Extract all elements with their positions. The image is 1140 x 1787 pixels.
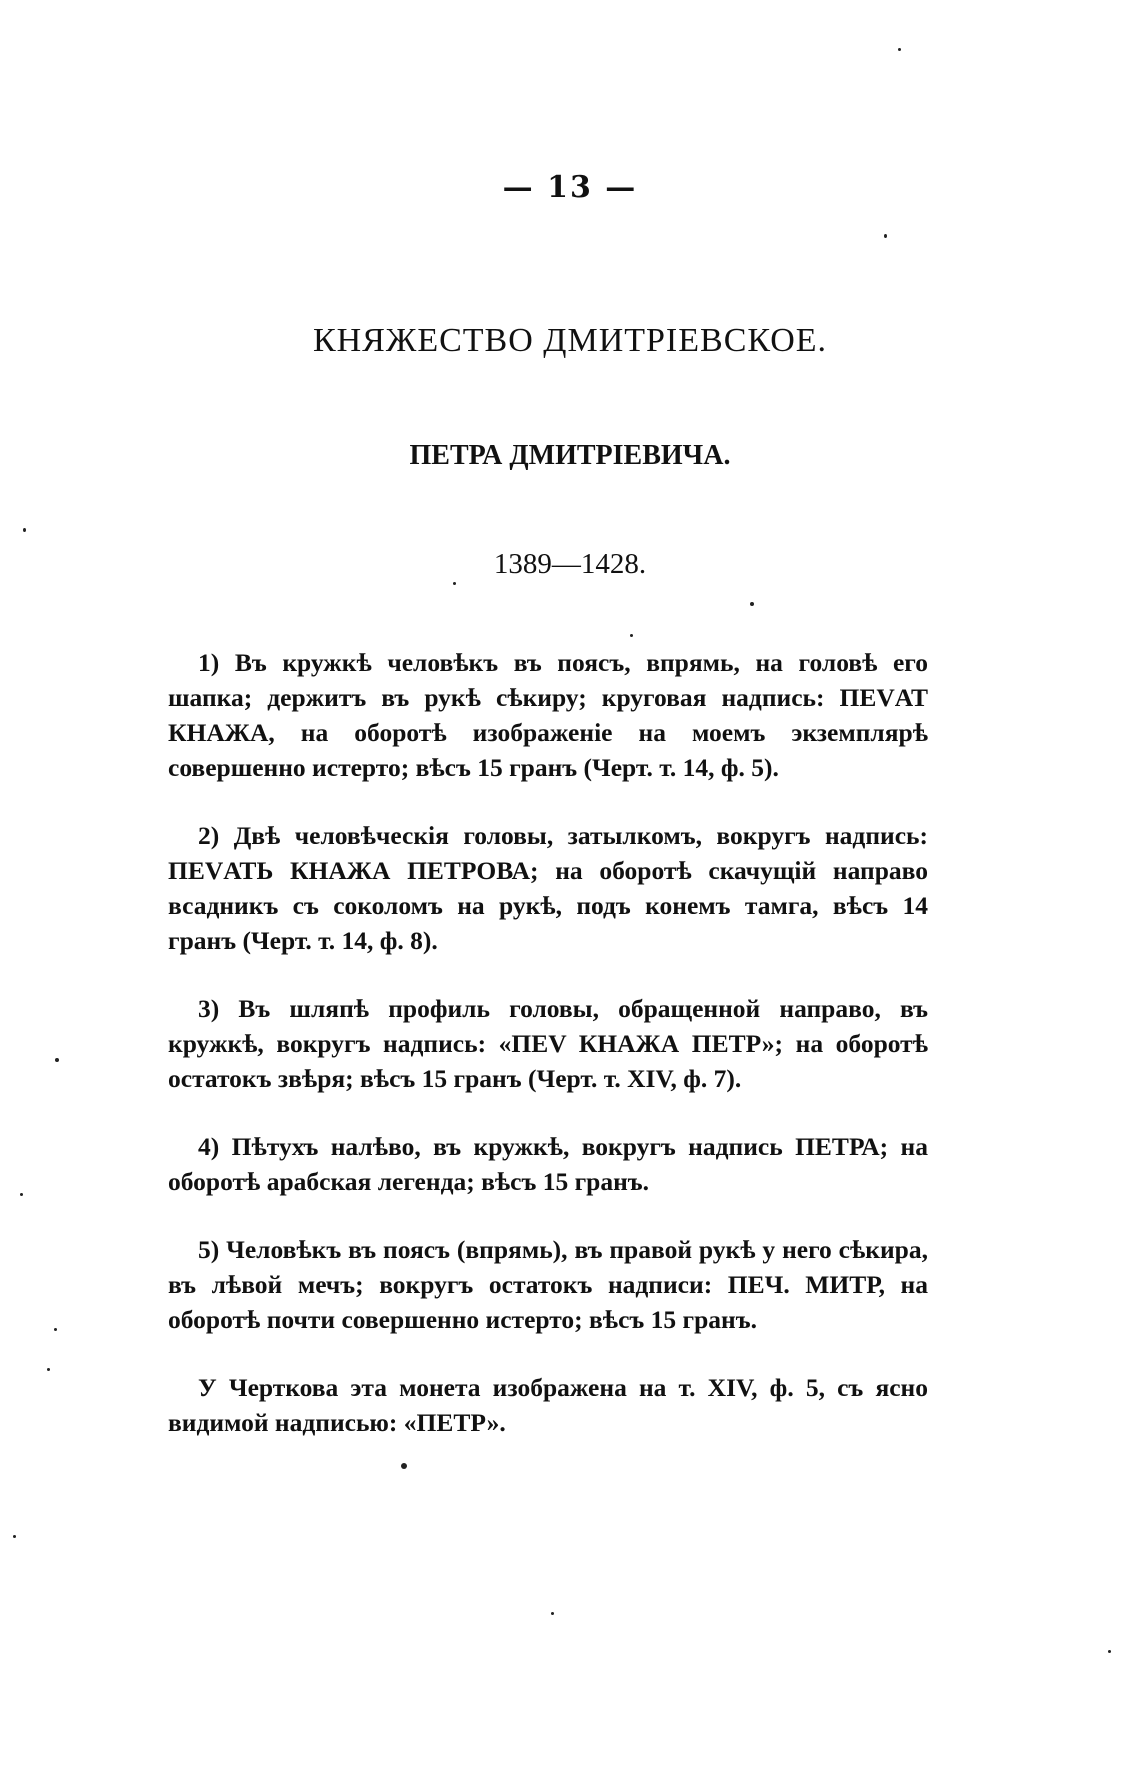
speck <box>898 48 901 51</box>
speck <box>20 1193 23 1196</box>
coin-entry-2: 2) Двѣ человѣческія головы, затылкомъ, вокругъ надпись: ПЕVАТЬ КНАЖА ПЕТРОВА; на оборотѣ скачущій направо всадникъ съ соколомъ на рукѣ, подъ конемъ тамга, вѣсъ 14 гранъ (Черт. т. 14, ф. 8). <box>168 821 928 955</box>
speck <box>1108 1650 1111 1653</box>
coin-entry-1: 1) Въ кружкѣ человѣкъ въ поясъ, впрямь, на головѣ его шапка; держитъ въ рукѣ сѣкиру; круговая надпись: ПЕVАТ КНАЖА, на оборотѣ изображеніе на моемъ экземплярѣ совершенно истерто; вѣсъ 15 гранъ (Черт. т. 14, ф. 5). <box>168 648 928 782</box>
speck <box>54 1328 57 1331</box>
speck <box>630 634 633 637</box>
section-subtitle: ПЕТРА ДМИТРІЕВИЧА. <box>409 440 731 471</box>
speck <box>453 582 456 585</box>
speck <box>884 234 887 238</box>
coin-entries <box>168 645 928 1473</box>
coin-entry-3: 3) Въ шляпѣ профиль головы, обращенной направо, въ кружкѣ, вокругъ надпись: «ПЕV КНАЖА ПЕТР»; на оборотѣ остатокъ звѣря; вѣсъ 15 гранъ (Черт. т. XIV, ф. 7). <box>168 994 928 1093</box>
coin-entry-5: 5) Человѣкъ въ поясъ (впрямь), въ правой рукѣ у него сѣкира, въ лѣвой мечъ; вокругъ остатокъ надписи: ПЕЧ. МИТР, на оборотѣ почти совершенно истерто; вѣсъ 15 гранъ. <box>168 1235 928 1334</box>
speck <box>23 528 26 532</box>
reign-dates: 1389—1428. <box>493 548 647 580</box>
speck <box>551 1612 554 1615</box>
speck <box>13 1535 16 1538</box>
speck <box>47 1368 50 1371</box>
section-title: КНЯЖЕСТВО ДМИТРІЕВСКОЕ. <box>312 322 828 359</box>
page-number: — 13 — <box>502 170 638 205</box>
speck <box>750 602 754 606</box>
speck <box>55 1058 59 1062</box>
speck <box>401 1463 407 1469</box>
coin-entry-4: 4) Пѣтухъ налѣво, въ кружкѣ, вокругъ надпись ПЕТРА; на оборотѣ арабская легенда; вѣсъ 15 гранъ. <box>168 1132 928 1196</box>
chertkov-note: У Черткова эта монета изображена на т. XIV, ф. 5, съ ясно видимой надписью: «ПЕТР». <box>168 1373 928 1437</box>
